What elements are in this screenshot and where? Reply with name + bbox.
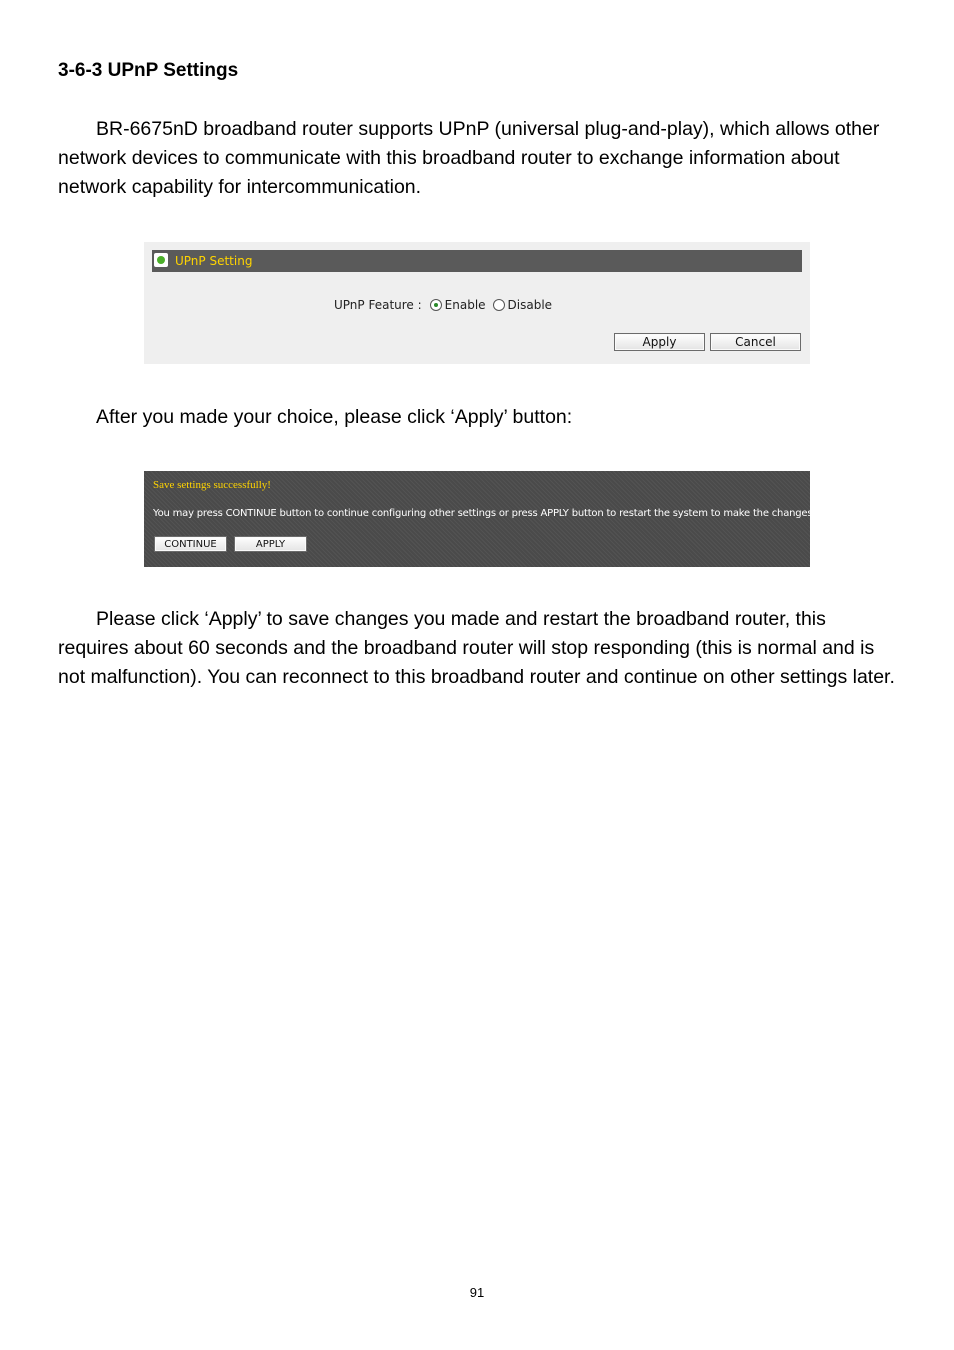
save-settings-panel: [144, 471, 870, 567]
upnp-feature-label: UPnP Feature :: [334, 298, 422, 312]
continue-button[interactable]: CONTINUE: [154, 536, 227, 552]
page-number: 91: [469, 1285, 485, 1300]
cancel-button[interactable]: Cancel: [710, 333, 801, 351]
intro-paragraph: BR-6675nD broadband router supports UPnP (universal plug-and-play), which allows other network devices to communicate with this broadband router to exchange information about network capability for intercommunication.: [58, 118, 880, 198]
apply-restart-button[interactable]: APPLY: [234, 536, 307, 552]
upnp-panel-title: UPnP Setting: [175, 254, 253, 268]
after-choice-paragraph: After you made your choice, please click ‘Apply’ button:: [96, 406, 573, 428]
restart-paragraph: Please click ‘Apply’ to save changes you made and restart the broadband router, this requires about 60 seconds and the broadband router will stop responding (this is normal and is not malfunction). You can reconnect to this broadband router and continue on other settings later.: [58, 608, 895, 688]
save-success-message: You may press CONTINUE button to continue configuring other settings or press APPLY button to restart the system to make the changes take effect.: [153, 508, 870, 519]
bullet-icon: [154, 253, 168, 267]
apply-button[interactable]: Apply: [614, 333, 705, 351]
upnp-setting-panel: [144, 242, 810, 364]
enable-radio[interactable]: [430, 299, 442, 311]
upnp-feature-row: [334, 297, 559, 313]
disable-radio[interactable]: [493, 299, 505, 311]
upnp-panel-header: [152, 250, 802, 272]
save-success-title: Save settings successfully!: [153, 479, 271, 491]
section-heading: 3-6-3 UPnP Settings: [58, 60, 239, 81]
disable-radio-label[interactable]: Disable: [507, 298, 553, 312]
enable-radio-label[interactable]: Enable: [444, 298, 486, 312]
